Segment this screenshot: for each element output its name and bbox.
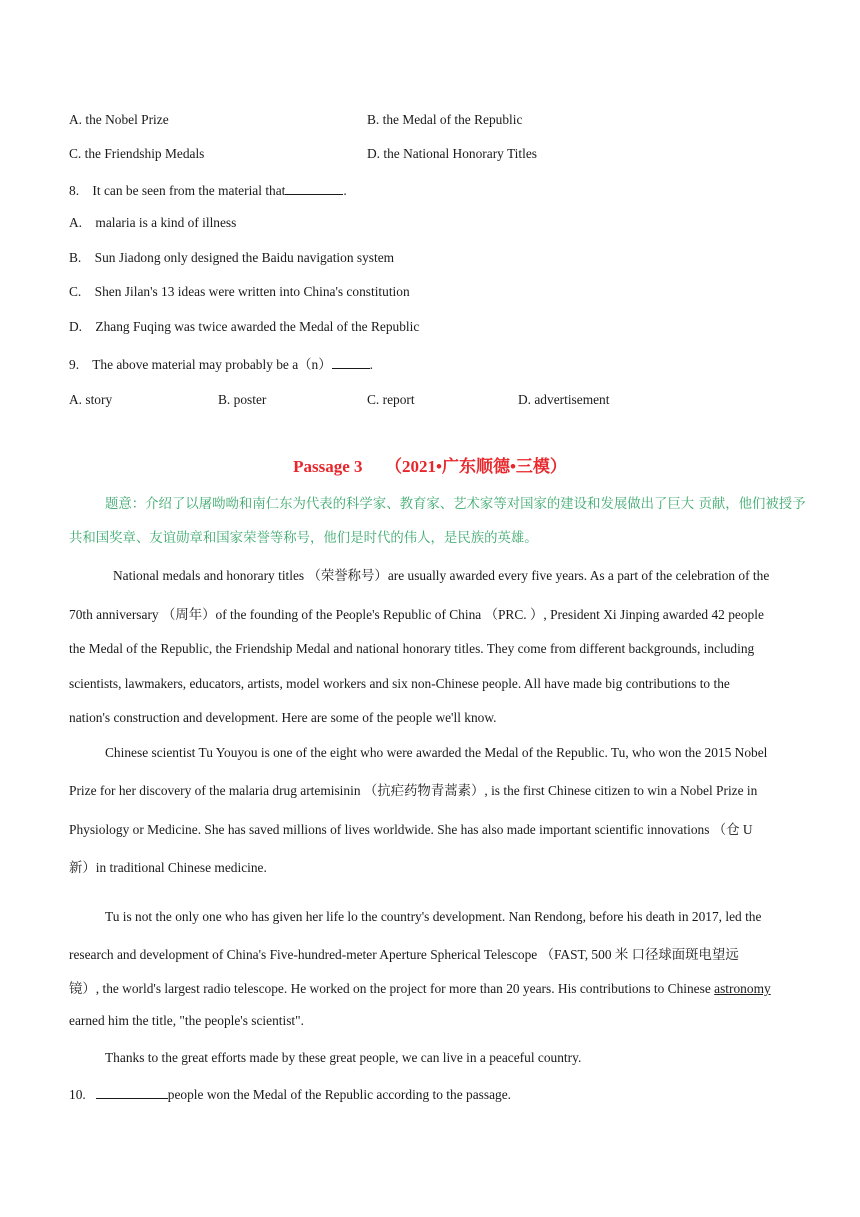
q8-option-c: C. Shen Jilan's 13 ideas were written into China's constitution (69, 284, 410, 299)
p3-line-1: Tu is not the only one who has given her life lo the country's development. Nan Rendong, before his death in 2017, led the (105, 909, 762, 924)
q10-stem (69, 1085, 511, 1103)
p3-line-3-text: 镜）, the world's largest radio telescope. He worked on the project for more than 20 years. His contributions to Chinese (69, 981, 711, 996)
q8-option-b: B. Sun Jiadong only designed the Baidu navigation system (69, 250, 395, 265)
q7-option-c: C. the Friendship Medals (69, 146, 205, 161)
p2-line-2: Prize for her discovery of the malaria drug artemisinin （抗疟药物青蒿素）, is the first Chinese citizen to win a Nobel Prize in (69, 783, 758, 798)
passage-title-main: Passage 3 (293, 457, 363, 476)
underlined-word-astronomy: astronomy (714, 981, 771, 996)
q9-stem (69, 354, 373, 373)
p3-line-3 (69, 978, 814, 997)
p1-line-3: the Medal of the Republic, the Friendship Medal and national honorary titles. They come from different backgrounds, including (69, 641, 755, 656)
q8-stem (69, 181, 347, 199)
q9-option-c: C. report (367, 392, 415, 407)
passage-title (0, 452, 860, 477)
q9-option-b: B. poster (218, 392, 267, 407)
passage-summary: 题意：介绍了以屠呦呦和南仁东为代表的科学家、教育家、艺术家等对国家的建设和发展做出了巨大 贡献，他们被授予共和国奖章、友谊勋章和国家荣誉等称号，他们是时代的伟人，是民族的英雄。 (69, 497, 806, 546)
q7-option-a: A. the Nobel Prize (69, 112, 169, 127)
q8-option-d: D. Zhang Fuqing was twice awarded the Medal of the Republic (69, 319, 420, 334)
p1-line-1: National medals and honorary titles （荣誉称号）are usually awarded every five years. As a part of the celebration of the (113, 568, 770, 583)
q10-number: 10. (69, 1087, 96, 1102)
p1-line-2: 70th anniversary （周年）of the founding of the People's Republic of China （PRC. ）, President Xi Jinping awarded 42 people (69, 607, 764, 622)
passage-title-source: （2021•广东顺德•三模） (385, 457, 567, 476)
q9-option-d: D. advertisement (518, 392, 610, 407)
p2-line-3: Physiology or Medicine. She has saved millions of lives worldwide. She has also made important scientific innovations （仓 U (69, 822, 753, 837)
q7-option-b: B. the Medal of the Republic (367, 112, 523, 127)
p3-line-2: research and development of China's Five-hundred-meter Aperture Spherical Telescope （FAST, 500 米 口径球面斑电望远 (69, 947, 739, 962)
q10-answer-blank[interactable] (96, 1085, 168, 1099)
q8-stem-text: 8. It can be seen from the material that (69, 183, 286, 198)
q8-answer-blank[interactable] (285, 181, 343, 195)
p3-line-4: earned him the title, "the people's scientist". (69, 1013, 304, 1028)
p2-line-4: 新）in traditional Chinese medicine. (69, 860, 267, 875)
q8-option-a: A. malaria is a kind of illness (69, 215, 237, 230)
q9-option-a: A. story (69, 392, 113, 407)
p1-line-5: nation's construction and development. Here are some of the people we'll know. (69, 710, 497, 725)
q10-stem-text: people won the Medal of the Republic according to the passage. (167, 1087, 511, 1102)
q9-stem-text: 9. The above material may probably be a（n） (69, 357, 332, 372)
q9-answer-blank[interactable] (332, 355, 370, 369)
q7-option-d: D. the National Honorary Titles (367, 146, 537, 161)
p4-line-1: Thanks to the great efforts made by these great people, we can live in a peaceful country. (105, 1050, 582, 1065)
q9-stem-end: . (369, 357, 374, 372)
p1-line-4: scientists, lawmakers, educators, artists, model workers and six non-Chinese people. All have made big contributions to the (69, 676, 730, 691)
p2-line-1: Chinese scientist Tu Youyou is one of the eight who were awarded the Medal of the Republic. Tu, who won the 2015 Nobel (105, 745, 768, 760)
q8-stem-end: . (343, 183, 347, 198)
